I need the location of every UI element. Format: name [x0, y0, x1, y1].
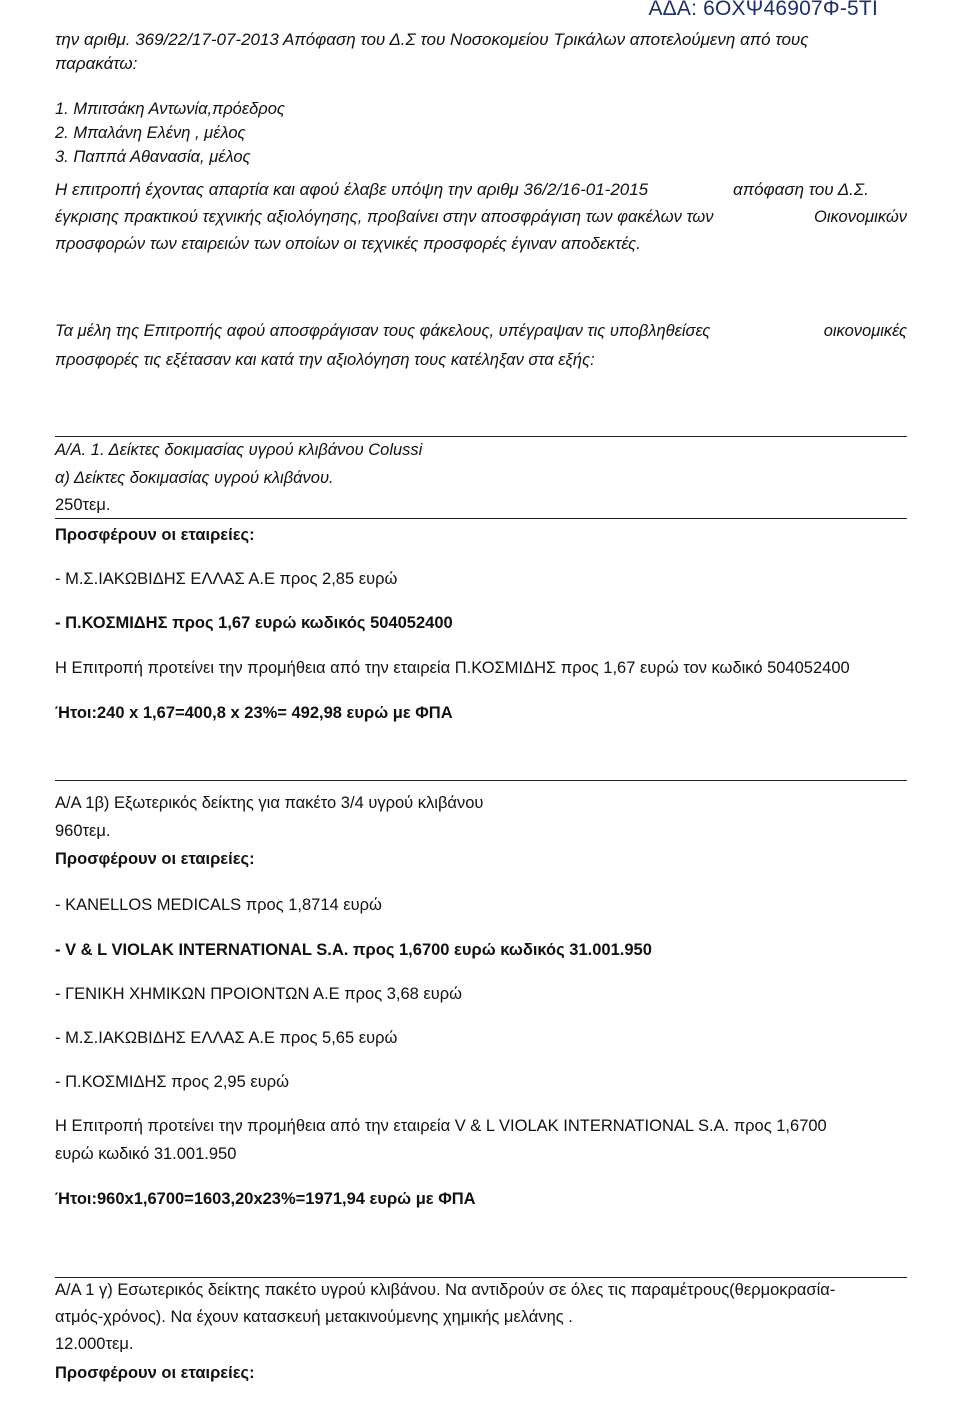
item1-total: Ήτοι:240 x 1,67=400,8 x 23%= 492,98 ευρώ με ΦΠΑ: [55, 704, 453, 722]
members-para-left: Τα μέλη της Επιτροπής αφού αποσφράγισαν τους φάκελους, υπέγραψαν τις υποβληθείσες: [55, 322, 711, 340]
intro-line-4-left: έγκρισης πρακτικού τεχνικής αξιολόγησης, προβαίνει στην αποσφράγιση των φακέλων των: [55, 208, 714, 226]
item1-top-rule: [55, 436, 907, 437]
intro-line-5: προσφορών των εταιρειών των οποίων οι τεχνικές προσφορές έγιναν αποδεκτές.: [55, 235, 641, 253]
item2-offer-4: - Μ.Σ.ΙΑΚΩΒΙΔΗΣ ΕΛΛΑΣ Α.Ε προς 5,65 ευρώ: [55, 1029, 398, 1047]
item3-title-line-2: ατμός-χρόνος). Να έχουν κατασκευή μετακινούμενης χημικής μελάνης .: [55, 1308, 573, 1326]
item2-proposal-line-1: [55, 1117, 907, 1136]
intro-line-3: [55, 180, 907, 200]
item2-offer-2: - V & L VIOLAK INTERNATIONAL S.A. προς 1,6700 ευρώ κωδικός 31.001.950: [55, 941, 652, 959]
intro-line-2: παρακάτω:: [55, 54, 138, 73]
intro-line-1: [55, 30, 907, 50]
intro-line-4: [55, 208, 907, 227]
item2-top-rule: [55, 780, 907, 781]
item2-proposal-text: Η Επιτροπή προτείνει την προμήθεια από την εταιρεία V & L VIOLAK INTERNATIONAL S.A. προς 1,6700: [55, 1117, 827, 1135]
item1-offers-label: Προσφέρουν οι εταιρείες:: [55, 526, 255, 544]
item2-offer-1: - KANELLOS MEDICALS προς 1,8714 ευρώ: [55, 896, 382, 914]
item1-title: Α/Α. 1. Δείκτες δοκιμασίας υγρού κλιβάνου Colussi: [55, 441, 423, 459]
member-3: 3. Παππά Αθανασία, μέλος: [55, 148, 251, 166]
item1-quantity: 250τεμ.: [55, 496, 111, 514]
intro-line-3-left: Η επιτροπή έχοντας απαρτία και αφού έλαβε υπόψη την αριθμ 36/2/16-01-2015: [55, 180, 649, 199]
member-1: 1. Μπιτσάκη Αντωνία,πρόεδρος: [55, 100, 285, 118]
item2-total: Ήτοι:960x1,6700=1603,20x23%=1971,94 ευρώ με ΦΠΑ: [55, 1190, 476, 1208]
ada-code: ΑΔΑ: 6ΟΧΨ46907Φ-5ΤΙ: [648, 0, 878, 20]
member-2: 2. Μπαλάνη Ελένη , μέλος: [55, 124, 246, 142]
item2-proposal-line-2: ευρώ κωδικό 31.001.950: [55, 1145, 237, 1163]
members-para-line-1: [55, 322, 907, 341]
item1-offer-2: - Π.ΚΟΣΜΙΔΗΣ προς 1,67 ευρώ κωδικός 504052400: [55, 614, 453, 632]
intro-line-3-right: απόφαση του Δ.Σ.: [733, 180, 869, 199]
members-para-line-2: προσφορές τις εξέτασαν και κατά την αξιολόγηση τους κατέληξαν στα εξής:: [55, 351, 595, 369]
item3-quantity: 12.000τεμ.: [55, 1335, 134, 1353]
members-para-right: οικονομικές: [823, 322, 907, 340]
intro-line-4-right: Οικονομικών: [813, 208, 907, 226]
item1-mid-rule: [55, 518, 907, 519]
item2-offer-3: - ΓΕΝΙΚΗ ΧΗΜΙΚΩΝ ΠΡΟΙΟΝΤΩΝ Α.Ε προς 3,68 ευρώ: [55, 985, 463, 1003]
item3-offers-label: Προσφέρουν οι εταιρείες:: [55, 1364, 255, 1382]
item3-top-rule: [55, 1277, 907, 1278]
item1-offer-1: - Μ.Σ.ΙΑΚΩΒΙΔΗΣ ΕΛΛΑΣ Α.Ε προς 2,85 ευρώ: [55, 570, 398, 588]
item2-quantity: 960τεμ.: [55, 822, 111, 840]
item2-offer-5: - Π.ΚΟΣΜΙΔΗΣ προς 2,95 ευρώ: [55, 1073, 289, 1091]
item1-subtitle: α) Δείκτες δοκιμασίας υγρού κλιβάνου.: [55, 469, 334, 487]
item3-title-line-1: Α/Α 1 γ) Εσωτερικός δείκτης πακέτο υγρού κλιβάνου. Να αντιδρούν σε όλες τις παραμέτρους(θερμοκρασία-: [55, 1281, 836, 1299]
item1-proposal: Η Επιτροπή προτείνει την προμήθεια από την εταιρεία Π.ΚΟΣΜΙΔΗΣ προς 1,67 ευρώ τον κωδικό 504052400: [55, 659, 850, 677]
item2-title: Α/Α 1β) Εξωτερικός δείκτης για πακέτο 3/4 υγρού κλιβάνου: [55, 794, 484, 812]
item2-offers-label: Προσφέρουν οι εταιρείες:: [55, 850, 255, 868]
intro-line-1-text: την αριθμ. 369/22/17-07-2013 Απόφαση του Δ.Σ του Νοσοκομείου Τρικάλων αποτελούμενη από τους: [55, 30, 809, 49]
